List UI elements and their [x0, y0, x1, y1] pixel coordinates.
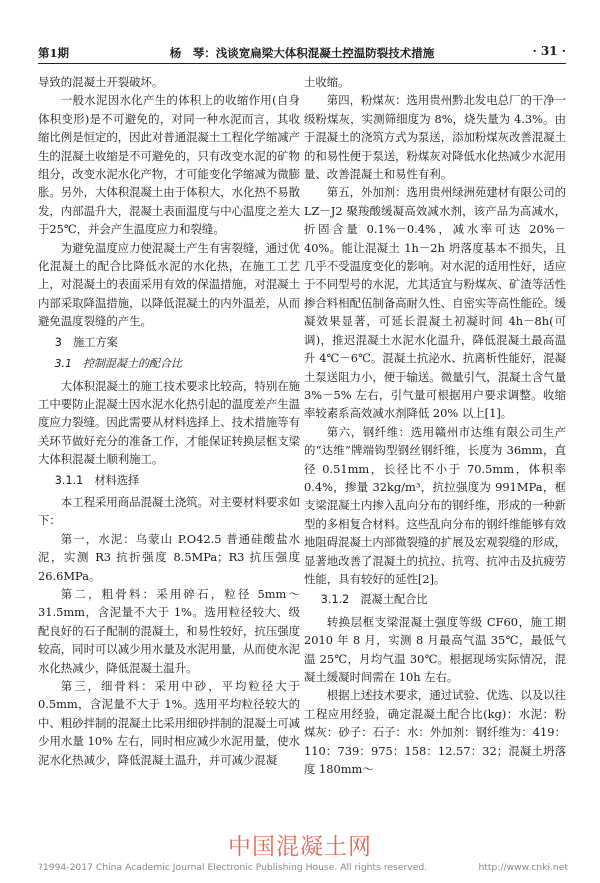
- running-title: 杨 琴：浅谈宽扁梁大体积混凝土控温防裂技术措施: [169, 46, 435, 60]
- section-heading: 3.1.2 混凝土配合比: [320, 593, 428, 607]
- body-paragraph: 根据上述技术要求，通过试验、优选、以及以往工程应用经验，确定混凝土配合比(kg)：水泥：粉煤灰：砂子：石子：水：外加剂：钢纤维为：419：110：739：975：158：12.57：32；混凝土坍落度 180mm～: [304, 688, 567, 777]
- body-paragraph: 为避免温度应力使混凝土产生有害裂缝，通过优化混凝土的配合比降低水泥的水化热，在施工工艺上，对混凝土的表面采用有效的保温措施，对混凝土内部采取降温措施，以降低混凝土的内外温差，从而避免温度裂缝的产生。: [38, 240, 301, 329]
- body-paragraph: 第五，外加剂：选用贵州绿洲苑建材有限公司的 LZ－J2 聚羧酸缓凝高效减水剂，该产品为高减水，折固含量 0.1%－0.4%，减水率可达 20%－40%。能让混凝土 1h－2h 坍落度基本不损失，且几乎不受温度变化的影响。对水泥的适用性好，适应于不同型号的水泥，尤其适宜与粉煤灰、矿渣等活性掺合料相配伍制备高耐久性、自密实等高性能砼。缓凝效果显著，可延长混凝土初凝时间 4h－8h(可调)，推迟混凝土水泥水化温升，降低混凝土最高温升 4℃－6℃。混凝土抗泌水、抗离析性能好，混凝土泵送阻力小，便于输送。微量引气，混凝土含气量 3%－5% 左右，引气量可根据用户要求调整。收缩率较素系高效减水剂降低 20% 以上[1]。: [304, 185, 567, 421]
- issue-number: 第1期: [38, 46, 70, 60]
- body-paragraph: 第四，粉煤灰：选用贵州黔北发电总厂的干净一级粉煤灰，实测筛细度为 8%，烧失量为 4.3%。由于混凝土的浇筑方式为泵送，添加粉煤灰改善混凝土的和易性便于泵送，粉煤灰对降低水化热减少水泥用量、改善混凝土和易性有利。: [304, 93, 567, 182]
- body-paragraph: 土收缩。: [304, 75, 350, 89]
- copyright-footer: ?1994-2017 China Academic Journal Electronic Publishing House. All rights reserved.: [38, 862, 428, 873]
- section-heading: 3 施工方案: [54, 335, 118, 349]
- source-url: http://www.cnki.net: [478, 862, 568, 873]
- body-paragraph: 导致的混凝土开裂破坏。: [38, 75, 164, 89]
- body-paragraph: 转换层框支梁混凝土强度等级 CF60，施工期 2010 年 8 月，实测 8 月最高气温 35℃，最低气温 25℃，月均气温 30℃。根据现场实际情况，混凝土缓凝时间需在 10h 左右。: [304, 614, 566, 684]
- page-number: · 31 ·: [532, 44, 566, 58]
- watermark-logo: 中国混凝土网: [228, 834, 372, 860]
- section-heading: 3.1.1 材料选择: [54, 473, 140, 487]
- page-header: [38, 43, 566, 64]
- right-column: [304, 73, 566, 778]
- body-paragraph: 第二，粗骨料：采用碎石，粒径 5mm～31.5mm，含泥量不大于 1%。选用粒径较大、级配良好的石子配制的混凝土，和易性较好，抗压强度较高，同时可以减少用水量及水泥用量，从而使水泥水化热减少，降低混凝土温升。: [38, 586, 300, 675]
- body-paragraph: 第一，水泥：乌蒙山 P.O42.5 普通硅酸盐水泥，实测 R3 抗折强度 8.5MPa；R3 抗压强度 26.6MPa。: [38, 531, 300, 583]
- body-paragraph: 第六，钢纤维：选用赣州市达维有限公司生产的“达维”牌端钩型钢丝钢纤维，长度为 36mm，直径 0.51mm，长径比不小于 70.5mm，体积率 0.4%，掺量 32kg/m³，抗拉强度为 991MPa，框支梁混凝土内掺入乱向分布的钢纤维，形成的一种新型的多相复合材料。这些乱向分布的钢纤维能够有效地阻碍混凝土内部微裂缝的扩展及宏观裂缝的形成，显著地改善了混凝土的抗拉、抗弯、抗冲击及抗疲劳性能，具有较好的延性[2]。: [304, 424, 566, 586]
- body-paragraph: 大体积混凝土的施工技术要求比较高，特别在施工中要防止混凝土因水泥水化热引起的温度差产生温度应力裂缝。因此需要从材料选择上、技术措施等有关环节做好充分的准备工作，才能保证转换层框支梁大体积混凝土顺利施工。: [38, 378, 301, 467]
- body-paragraph: 一般水泥因水化产生的体积上的收缩作用(自身体积变形)是不可避免的，对同一种水泥而言，其收缩比例是恒定的，因此对普通混凝土工程化学缩减产生的混凝土收缩是不可避免的，只有改变水泥的矿物组分，改变水泥水化产物，才可能变化学缩减为微膨胀。另外，大体积混凝土由于体积大，水化热不易散发，内部温升大，混凝土表面温度与中心温度之差大于25℃，并会产生温度应力和裂缝。: [38, 93, 300, 237]
- section-heading: 3.1 控制混凝土的配合比: [54, 357, 182, 371]
- body-paragraph: 本工程采用商品混凝土浇筑。对主要材料要求如下：: [38, 494, 301, 528]
- left-column: [38, 73, 300, 769]
- body-paragraph: 第三，细骨料：采用中砂，平均粒径大于0.5mm，含泥量不大于 1%。选用平均粒径较大的中、粗砂拌制的混凝土比采用细砂拌制的混凝土可减少用水量 10% 左右，同时相应减少水泥用量，使水泥水化热减少，降低混凝土温升，并可减少混凝: [38, 679, 300, 767]
